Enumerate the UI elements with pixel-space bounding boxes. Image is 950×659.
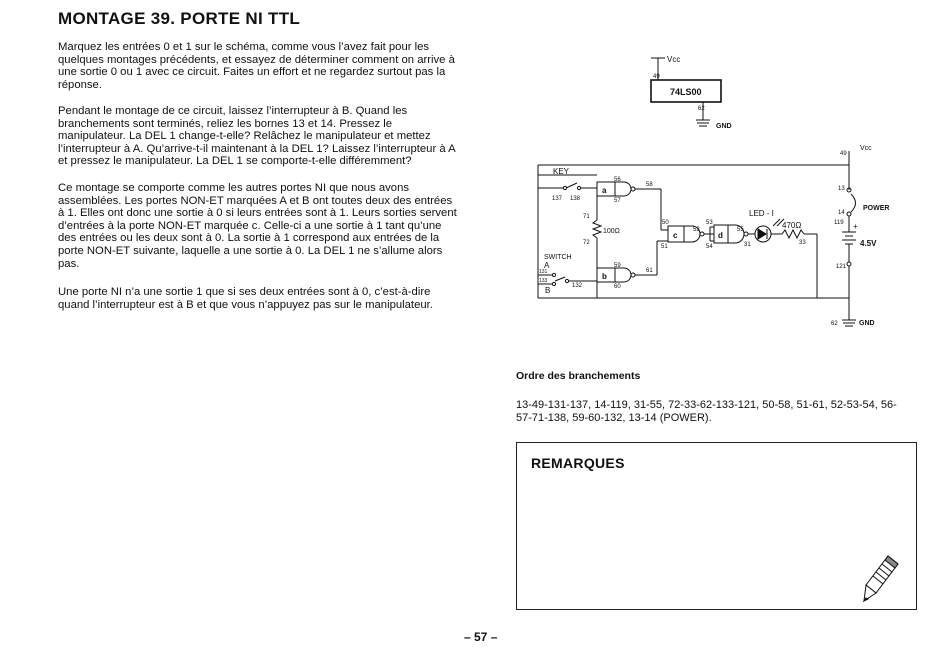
pin-label: 137 — [552, 196, 563, 202]
ordre-title: Ordre des branchements — [516, 370, 641, 382]
pin-label: 56 — [614, 177, 621, 183]
pencil-icon — [862, 553, 902, 605]
pin-label: 133 — [539, 278, 548, 284]
remarks-title: REMARQUES — [531, 455, 625, 471]
pin-label: 54 — [706, 244, 713, 250]
page-title: MONTAGE 39. PORTE NI TTL — [58, 9, 301, 28]
resistor-470-label: 470Ω — [782, 221, 802, 230]
pin-label: 57 — [614, 198, 621, 204]
pin-label: 132 — [572, 283, 583, 289]
pin-label: 13 — [838, 186, 845, 192]
pin-label: 59 — [614, 263, 621, 269]
explanation-paragraph: Ce montage se comporte comme les autres portes NI que nous avons assemblées. Les portes NON-ET marquées A et B ont toutes deux des entrées à 1. Elles ont donc une sortie à 0 si leurs entrées sont à 1. Leurs sorties servent d’entrées à la porte NON-ET marquée c. Celle-ci a une sortie à 1 tant qu’une des entrées ou les deux sont à 0. La sortie à 1 correspond aux entrées de la porte NON-ET suivante, laquelle a une sortie à 0. La DEL 1 ne s’allume alors pas. — [58, 182, 457, 270]
plus-label: + — [853, 222, 858, 231]
pin-label: 119 — [834, 220, 844, 226]
conclusion-paragraph: Une porte NI n’a une sortie 1 que si ses deux entrées sont à 0, c’est-à-dire quand l’interrupteur est à B et que vous n’appuyez pas sur le manipulateur. — [58, 286, 433, 311]
pin-label: 50 — [662, 220, 669, 226]
vcc-label-top: Vcc — [667, 55, 681, 64]
gate-a-label: a — [602, 186, 607, 195]
switch-pos-b-label: B — [545, 286, 551, 295]
power-label: POWER — [863, 205, 890, 212]
pin-label: 49 — [653, 74, 660, 80]
pin-label: 61 — [646, 268, 653, 274]
chip-label: 74LS00 — [670, 87, 702, 97]
pin-label: 52 — [693, 227, 700, 233]
ordre-text: 13-49-131-137, 14-119, 31-55, 72-33-62-133-121, 50-58, 51-61, 52-53-54, 56-57-71-138, 59-60-132, 13-14 (POWER). — [516, 399, 897, 424]
switch-label: SWITCH — [544, 254, 572, 261]
pin-label: 138 — [570, 196, 581, 202]
pin-label: 71 — [583, 214, 590, 220]
pin-label: 33 — [799, 240, 806, 246]
pin-label: 62 — [831, 321, 838, 327]
gate-c-label: c — [673, 231, 678, 240]
pin-label: 49 — [840, 151, 847, 157]
remarks-box — [516, 442, 917, 610]
pin-label: 55 — [737, 227, 744, 233]
pin-label: 51 — [661, 244, 668, 250]
pin-label: 121 — [836, 264, 847, 270]
pin-label: 60 — [614, 284, 621, 290]
gnd-label-bottom: GND — [859, 320, 875, 327]
switch-pos-a-label: A — [544, 261, 550, 270]
pin-label: 31 — [744, 242, 751, 248]
pin-label: 53 — [706, 220, 713, 226]
intro-paragraph: Marquez les entrées 0 et 1 sur le schéma, comme vous l’avez fait pour les quelques montages précédents, et essayez de déterminer comment on arrive à une sortie 0 ou 1 avec ce circuit. Faites un effort et ne regardez surtout pas la réponse. — [58, 41, 455, 91]
led-label: LED - I — [749, 209, 774, 218]
page-number: – 57 – — [464, 630, 498, 644]
vcc-label-right: Vcc — [860, 145, 872, 152]
gnd-label-top: GND — [716, 123, 732, 130]
pin-label: 62 — [698, 106, 705, 112]
procedure-paragraph: Pendant le montage de ce circuit, laissez l’interrupteur à B. Quand les branchements sont terminés, reliez les bornes 13 et 14. Pressez le manipulateur. La DEL 1 change-t-elle? Relâchez le manipulateur et mettez l’interrupteur à A. Qu’arrive-t-il maintenant à la DEL 1? Laissez l’interrupteur à A et pressez le manipulateur. La DEL 1 se comporte-t-elle différemment? — [58, 105, 456, 168]
key-label: KEY — [553, 167, 570, 176]
gate-d-label: d — [718, 231, 723, 240]
pin-label: 72 — [583, 240, 590, 246]
pin-label: 58 — [646, 182, 653, 188]
battery-label: 4.5V — [860, 239, 877, 248]
gate-b-label: b — [602, 272, 607, 281]
pin-label: 131 — [539, 269, 548, 275]
pin-label: 14 — [838, 210, 845, 216]
resistor-100-label: 100Ω — [603, 228, 620, 235]
